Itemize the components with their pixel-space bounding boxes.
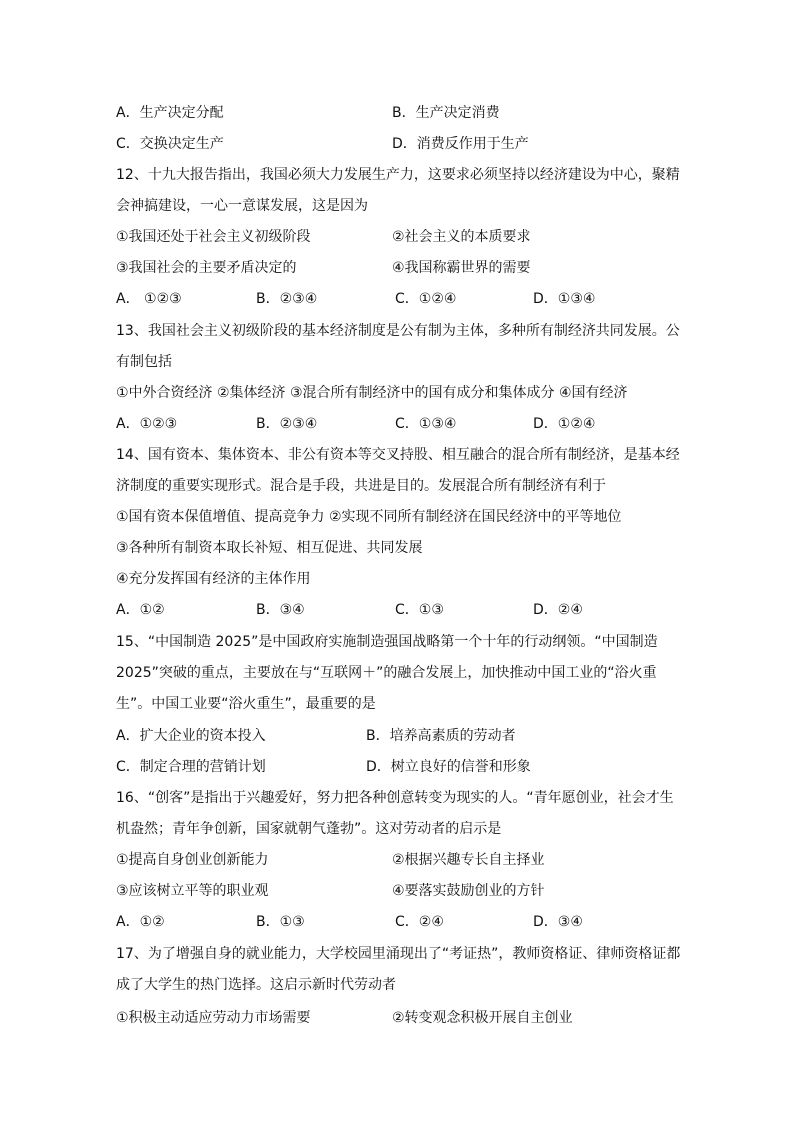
q17-statement-1: ①积极主动适应劳动力市场需要 [116, 1010, 311, 1026]
q15-stem-line-3: 生”。中国工业要“浴火重生”，最重要的是 [116, 696, 376, 712]
q15-option-b: B．培养高素质的劳动者 [366, 728, 516, 744]
q17-statement-2: ②转变观念积极开展自主创业 [392, 1010, 573, 1026]
q16-choice-a: A．①② [116, 914, 165, 930]
q13-stem-line-1: 13、我国社会主义初级阶段的基本经济制度是公有制为主体，多种所有制经济共同发展。公 [116, 323, 680, 339]
q16-choice-d: D．③④ [533, 914, 583, 930]
q13-stem-line-2: 有制包括 [116, 354, 172, 370]
q15-stem-line-1: 15、“中国制造 2025”是中国政府实施制造强国战略第一个十年的行动纲领。“中国制造 [116, 634, 658, 650]
q12-choice-c: C．①②④ [395, 291, 457, 307]
q13-choice-d: D．①②④ [533, 416, 596, 432]
q13-choice-c: C．①③④ [395, 416, 457, 432]
q15-option-c: C．制定合理的营销计划 [116, 759, 266, 775]
q12-choice-a: A． ①②③ [116, 291, 182, 307]
q11-option-c: C．交换决定生产 [116, 136, 224, 152]
q15-stem-line-2: 2025”突破的重点，主要放在与“互联网＋”的融合发展上，加快推动中国工业的“浴火重 [116, 665, 657, 681]
q17-stem-line-1: 17、为了增强自身的就业能力，大学校园里涌现出了“考证热”，教师资格证、律师资格证都 [116, 946, 681, 962]
q16-statement-1: ①提高自身创业创新能力 [116, 852, 269, 868]
q14-statement-3: ③各种所有制资本取长补短、相互促进、共同发展 [116, 540, 423, 556]
q12-choice-d: D．①③④ [533, 291, 596, 307]
q12-stem-line-1: 12、十九大报告指出，我国必须大力发展生产力，这要求必须坚持以经济建设为中心，聚精 [116, 167, 680, 183]
q14-statement-4: ④充分发挥国有经济的主体作用 [116, 571, 311, 587]
q14-stem-line-2: 济制度的重要实现形式。混合是手段，共进是目的。发展混合所有制经济有利于 [116, 478, 606, 494]
q16-stem-line-2: 机盎然；青年争创新，国家就朝气蓬勃”。这对劳动者的启示是 [116, 821, 502, 837]
q16-choice-c: C．②④ [395, 914, 444, 930]
q12-statement-3: ③我国社会的主要矛盾决定的 [116, 260, 297, 276]
q14-choice-b: B．③④ [256, 602, 305, 618]
q16-statement-3: ③应该树立平等的职业观 [116, 883, 269, 899]
q12-statement-2: ②社会主义的本质要求 [392, 229, 531, 245]
q16-choice-b: B．①③ [256, 914, 305, 930]
q16-statement-4: ④要落实鼓励创业的方针 [392, 883, 545, 899]
q16-statement-2: ②根据兴趣专长自主择业 [392, 852, 545, 868]
q16-stem-line-1: 16、“创客”是指出于兴趣爱好，努力把各种创意转变为现实的人。“青年愿创业，社会才生 [116, 790, 674, 806]
q13-choice-a: A．①②③ [116, 416, 178, 432]
q14-choice-a: A．①② [116, 602, 165, 618]
q12-statement-1: ①我国还处于社会主义初级阶段 [116, 229, 311, 245]
q12-statement-4: ④我国称霸世界的需要 [392, 260, 531, 276]
q12-choice-b: B．②③④ [256, 291, 318, 307]
q13-choice-b: B．②③④ [256, 416, 318, 432]
q14-choice-d: D．②④ [533, 602, 583, 618]
q11-option-d: D．消费反作用于生产 [392, 136, 529, 152]
q17-stem-line-2: 成了大学生的热门选择。这启示新时代劳动者 [116, 977, 396, 993]
q12-stem-line-2: 会神搞建设，一心一意谋发展，这是因为 [116, 198, 368, 214]
q11-option-a: A．生产决定分配 [116, 105, 224, 121]
q14-statement-1-2: ①国有资本保值增值、提高竞争力 ②实现不同所有制经济在国民经济中的平等地位 [116, 509, 622, 525]
q11-option-b: B．生产决定消费 [392, 105, 500, 121]
q15-option-a: A．扩大企业的资本投入 [116, 728, 266, 744]
q14-stem-line-1: 14、国有资本、集体资本、非公有资本等交叉持股、相互融合的混合所有制经济，是基本经 [116, 447, 680, 463]
q15-option-d: D．树立良好的信誉和形象 [366, 759, 531, 775]
q14-choice-c: C．①③ [395, 602, 444, 618]
q13-statements: ①中外合资经济 ②集体经济 ③混合所有制经济中的国有成分和集体成分 ④国有经济 [116, 385, 628, 401]
